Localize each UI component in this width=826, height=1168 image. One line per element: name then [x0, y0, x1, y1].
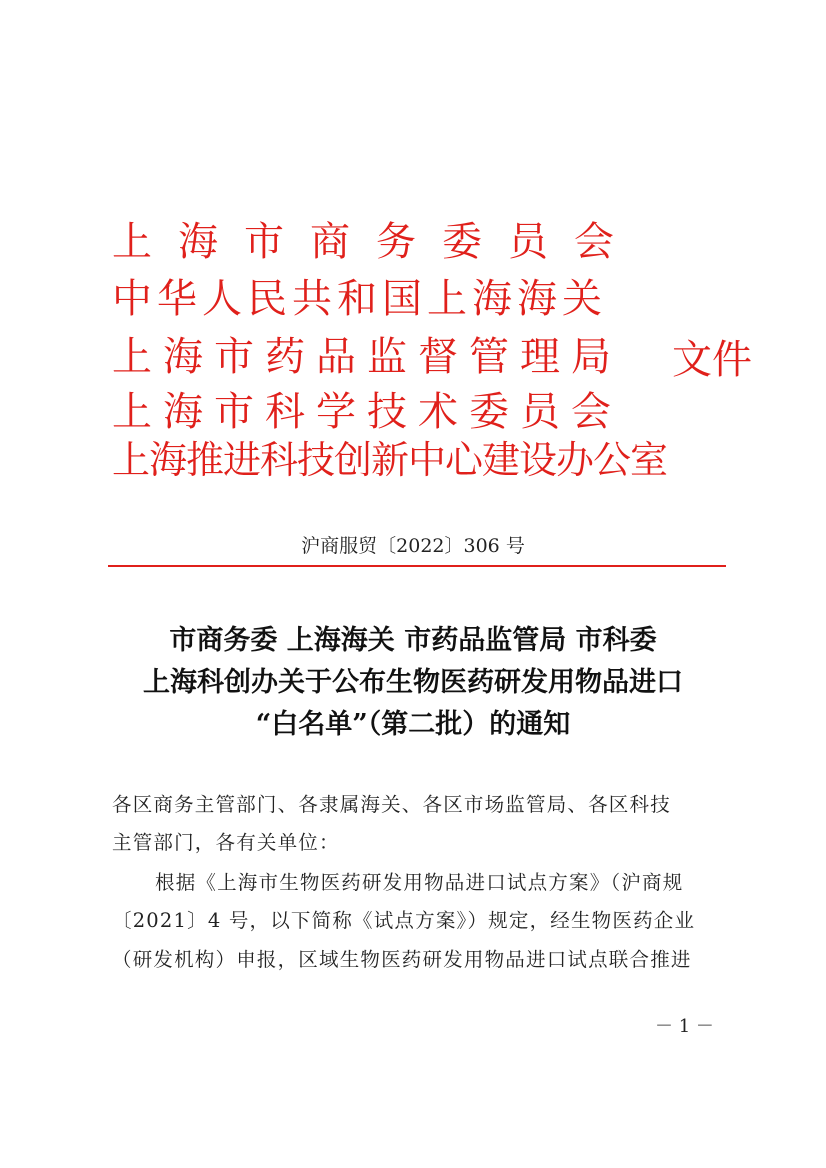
body-paragraph-line-3: （研发机构）申报，区域生物医药研发用物品进口试点联合推进: [112, 948, 692, 971]
issuer-drug-administration: 上海市药品监督管理局: [112, 334, 622, 380]
red-divider: [108, 565, 726, 567]
document-number: 沪商服贸〔2022〕306 号: [301, 535, 525, 557]
title-line-2: 上海科创办关于公布生物医药研发用物品进口: [143, 667, 683, 698]
document-suffix: 文件: [672, 337, 752, 383]
issuer-shanghai-customs: 中华人民共和国上海海关: [112, 276, 607, 322]
body-paragraph-line-2: 〔2021〕4 号，以下简称《试点方案》）规定，经生物医药企业: [112, 909, 696, 932]
issuer-innovation-center-office: 上海推进科技创新中心建设办公室: [112, 438, 668, 482]
addressee-line-2: 主管部门，各有关单位：: [112, 831, 340, 854]
page-number: － 1 －: [655, 1016, 714, 1037]
title-line-1: 市商务委 上海海关 市药品监管局 市科委: [169, 625, 657, 656]
issuer-science-technology-commission: 上海市科学技术委员会: [112, 389, 622, 435]
body-paragraph-line-1: 根据《上海市生物医药研发用物品进口试点方案》（沪商规: [155, 871, 684, 894]
title-line-3: “白名单”（第二批）的通知: [255, 709, 571, 740]
issuer-commerce-commission: 上海市商务委员会: [112, 219, 640, 265]
addressee-line-1: 各区商务主管部门、各隶属海关、各区市场监管局、各区科技: [112, 793, 671, 816]
